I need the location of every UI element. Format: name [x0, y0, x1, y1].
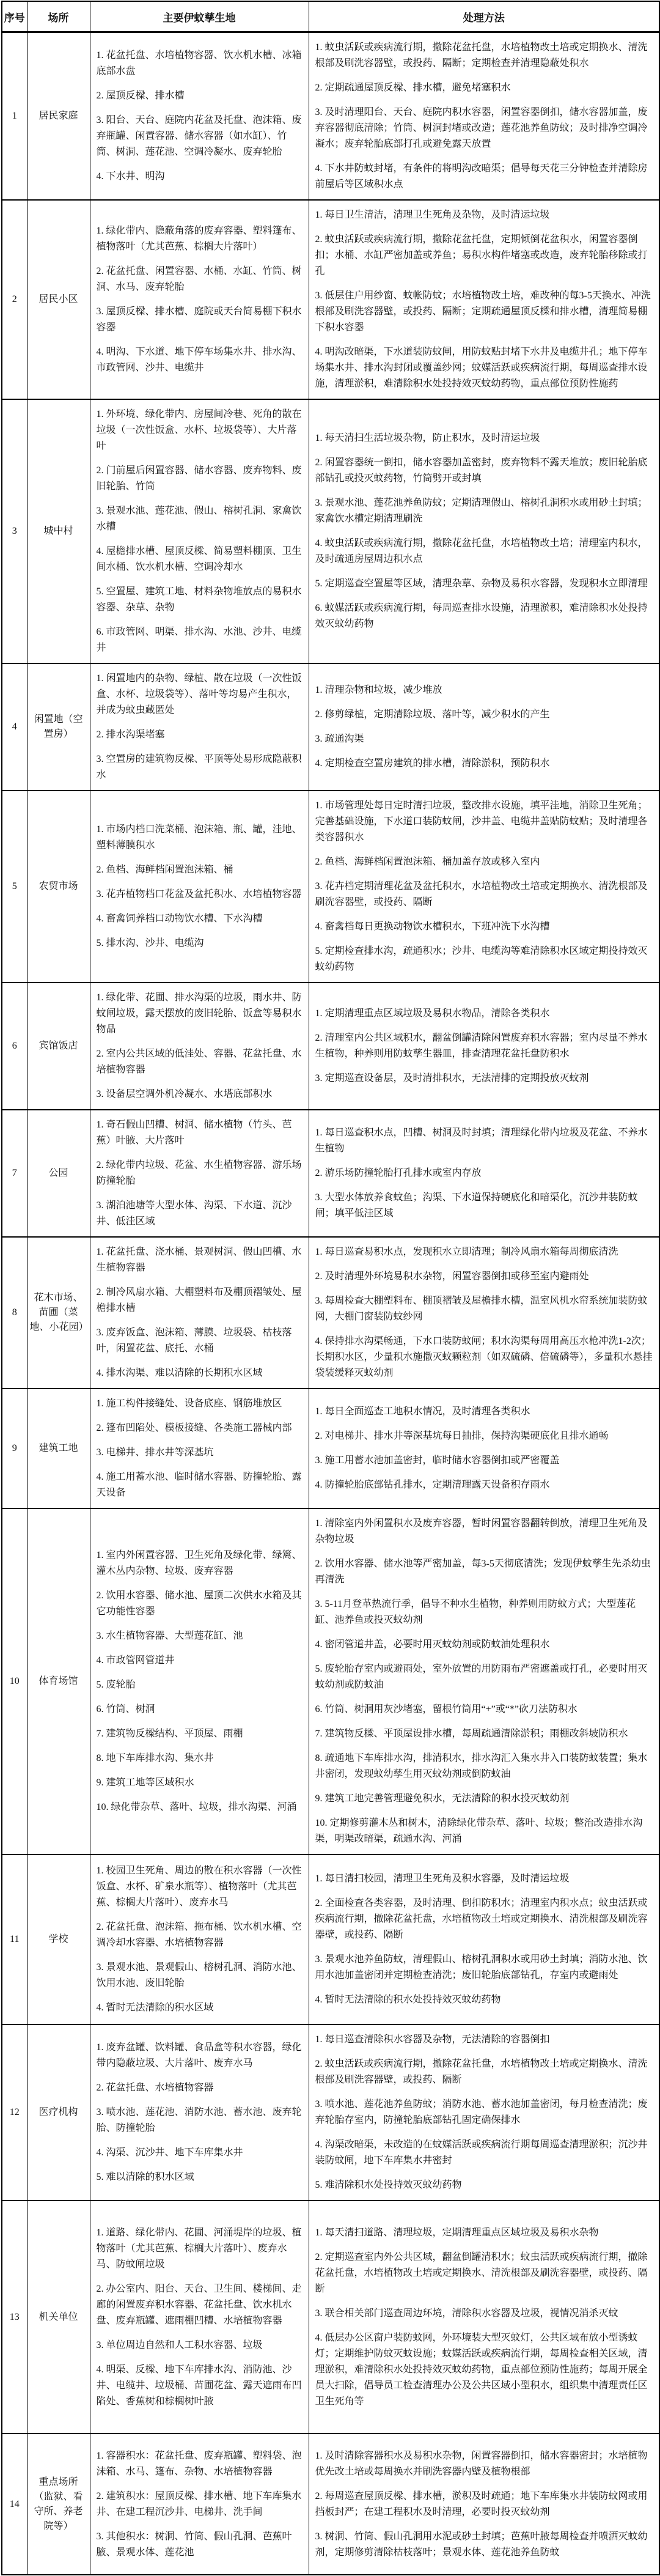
site-cell	[90, 399, 309, 663]
method-item: 4. 沟渠改暗渠，未改造的在蚊媒活跃或疾病流行期每周巡查清理淤积；沉沙井装防蚊闸，地下车库集水井密封	[315, 2139, 648, 2166]
site-cell	[90, 2024, 309, 2201]
method-item: 4. 定期检查空置房建筑的排水槽，清除淤积，预防积水	[315, 758, 550, 769]
site-item: 2. 绿化带内垃圾、花盆、水生植物容器、游乐场防撞轮胎	[96, 1160, 302, 1186]
method-list	[315, 1867, 653, 2012]
row-number: 11	[2, 1854, 27, 2024]
header-row	[2, 1, 659, 32]
site-list	[97, 986, 302, 1107]
method-item: 2. 饮用水容器、储水池等严密加盖，每3-5天彻底清洗；发现伊蚊孳生先杀幼虫再清洗	[315, 1559, 651, 1585]
site-item: 4. 畜禽饲养档口动物饮水槽、下水沟槽	[96, 913, 263, 924]
method-item: 1. 每日巡查清除积水容器及杂物，无法清除的容器倒扣	[315, 2034, 550, 2045]
method-item: 1. 市场管理处每日定时清扫垃圾，整改排水设施，填平洼地，消除卫生死角；完善基础设施，下水道口装防蚊闸，沙井盖、电缆井盖贴防蚊贴；及时清理各类容器积水	[315, 800, 648, 843]
row-number: 1	[2, 32, 27, 201]
site-item: 2. 办公室内、阳台、天台、卫生间、楼梯间、走廊的闲置废弃积水容器、花盆托盘、饮水机水盘、废弃瓶罐、遮雨棚凹槽、水培植物容器	[96, 2283, 302, 2326]
method-item: 1. 每天清扫生活垃圾杂物，防止积水，及时清运垃圾	[315, 433, 540, 443]
site-item: 3. 水生植物容器、大型莲花缸、池	[96, 1631, 243, 1641]
table-row	[2, 1389, 659, 1508]
method-cell	[309, 1854, 659, 2024]
method-item: 5. 定期巡查空置屋等区域，清理杂草、杂物及易积水容器，发现积水立即清理	[315, 578, 648, 589]
site-list	[97, 1113, 302, 1234]
site-item: 1. 外环境、绿化带内、房屋间冷巷、死角的散在垃圾（一次性饭盒、水杯、垃圾袋等）、大片落叶	[96, 409, 302, 451]
site-item: 3. 电梯井、排水井等深基坑	[96, 1447, 214, 1458]
site-item: 2. 室内公共区域的低洼处、容器、花盆托盘、水培植物容器	[96, 1049, 302, 1075]
site-item: 4. 明渠、反樑、地下车库排水沟、消防池、沙井、电缆井、垃圾桶、苗圃花盆、露天遮雨布凹陷处、香蕉树和棕榈树叶腋	[96, 2364, 302, 2407]
row-number: 14	[2, 2434, 27, 2575]
place-name: 农贸市场	[27, 791, 90, 983]
method-item: 2. 蚊虫活跃或疾病流行期，撤除花盆托盘，定期倾倒花盆积水，闲置容器倒扣；水桶、水缸严密加盖或养鱼；易积水构件堵塞或改造，废弃轮胎移除或打孔	[315, 234, 648, 276]
table-row	[2, 2201, 659, 2434]
site-item: 4. 市政管网管道井	[96, 1655, 175, 1666]
site-item: 8. 地下车库排水沟、集水井	[96, 1753, 214, 1763]
header-col-place: 场所	[27, 1, 90, 32]
method-list	[315, 1002, 653, 1091]
place-name: 居民小区	[27, 200, 90, 399]
site-list	[97, 1240, 302, 1386]
site-list	[97, 2035, 302, 2190]
site-item: 3. 空置房的建筑物反樑、平顶等处易形成隐蔽积水	[96, 754, 302, 780]
table-body	[2, 32, 659, 2575]
row-number: 8	[2, 1237, 27, 1389]
method-list	[315, 426, 653, 637]
method-cell	[309, 663, 659, 791]
row-number: 12	[2, 2024, 27, 2201]
site-item: 3. 阳台、天台、庭院内花盆及托盘、泡沫箱、废弃瓶罐、闲置容器、储水容器（如水缸）、竹筒、树洞、莲花池、空调冷凝水、废弃轮胎	[96, 115, 302, 157]
method-list	[315, 2221, 653, 2414]
method-item: 4. 明沟改暗渠，下水道装防蚊闸，用防蚊贴封堵下水井及电缆井孔；地下停车场集水井、排水沟封闭或覆盖纱网；蚊媒活跃或疾病流行期，每周巡查排水设施，清理淤积，难清除积水处投持效灭蚊幼药物，重点部位预防性施药	[315, 347, 648, 389]
method-item: 1. 及时清除容器积水及易积水杂物，闲置容器倒扣，储水容器密封；水培植物优先改土培或每周换水并刷洗容器内壁及植物根部	[315, 2450, 648, 2477]
site-item: 1. 道路、绿化带内、花圃、河涌堤岸的垃圾、植物落叶（尤其芭蕉、棕榈大片落叶）、废弃水马、防蚊闸垃圾	[96, 2227, 302, 2270]
site-item: 6. 竹筒、树洞	[96, 1704, 155, 1714]
row-number: 3	[2, 399, 27, 663]
method-item: 3. 低层住户用纱窗、蚊帐防蚊；水培植物改土培，难改种的每3-5天换水、冲洗根部及刷洗容器壁，或投药、隔断；定期疏通屋顶反樑和排水槽，清理简易棚下积水容器	[315, 290, 651, 333]
site-list	[97, 219, 302, 380]
method-list	[315, 35, 653, 197]
method-item: 1. 每日全面巡查工地积水情况，及时清理各类积水	[315, 1406, 530, 1417]
site-item: 3. 喷水池、莲花池、消防水池、蓄水池、废弃轮胎、防撞轮胎	[96, 2107, 302, 2133]
site-item: 2. 花盆托盘、水培植物容器	[96, 2083, 214, 2093]
site-item: 1. 校园卫生死角、周边的散在积水容器（一次性饭盒、水杯、矿泉水瓶等）、植物落叶（尤其芭蕉、棕榈大片落叶）、废弃水马	[96, 1866, 302, 1908]
table-row	[2, 1237, 659, 1389]
site-item: 3. 单位周边自然和人工积水容器、垃圾	[96, 2339, 263, 2350]
site-cell	[90, 1508, 309, 1854]
place-name: 体育场馆	[27, 1508, 90, 1854]
place-name: 学校	[27, 1854, 90, 2024]
method-item: 2. 闲置容器统一倒扣，储水容器加盖密封，废弃物料不露天堆放；废旧轮胎底部钻孔或投灭蚊药物，竹筒劈开或封填	[315, 457, 648, 484]
site-item: 1. 施工构件接缝处、设备底座、钢筋堆放区	[96, 1398, 282, 1409]
method-cell	[309, 32, 659, 201]
method-cell	[309, 1389, 659, 1508]
site-cell	[90, 1389, 309, 1508]
site-item: 4. 排水沟渠、难以清除的长期积水区域	[96, 1368, 263, 1378]
site-item: 2. 制冷风扇水箱、大棚塑料布及棚顶褶皱处、屋檐排水槽	[96, 1287, 302, 1313]
method-list	[315, 1240, 653, 1386]
site-item: 1. 废弃盆罐、饮料罐、食品盒等积水容器，绿化带内隐蔽垃圾、大片落叶、废弃水马	[96, 2042, 302, 2069]
method-item: 3. 定期巡查设备层，及时清排积水，无法清排的定期投放灭蚊剂	[315, 1073, 589, 1083]
site-cell	[90, 32, 309, 201]
method-item: 4. 保持排水沟渠畅通，下水口装防蚊闸；积水沟渠每周用高压水枪冲洗1-2次；长期积水区，少量积水施撒灭蚊颗粒剂（如双硫磷、倍硫磷等），多量积水悬挂袋装缓释灭蚊幼剂	[315, 1336, 653, 1378]
table-row	[2, 200, 659, 399]
site-cell	[90, 1237, 309, 1389]
method-item: 3. 疏通沟渠	[315, 734, 364, 744]
method-item: 3. 及时清理阳台、天台、庭院内积水容器，闲置容器倒扣，储水容器加盖，废弃容器彻底清除；竹筒、树洞封堵或改造；莲花池养鱼防蚊；及时排净空调冷凝水；废弃轮胎底部打孔或避免露天放置	[315, 107, 648, 149]
site-cell	[90, 983, 309, 1110]
row-number: 5	[2, 791, 27, 983]
site-item: 7. 建筑物反樑结构、平顶屋、雨棚	[96, 1729, 243, 1739]
place-name: 机关单位	[27, 2201, 90, 2434]
method-cell	[309, 983, 659, 1110]
method-item: 4. 下水井防蚊封堵，有条件的将明沟改暗渠；倡导每天花三分钟检查并清除房前屋后等区域积水点	[315, 163, 648, 190]
site-list	[97, 2444, 302, 2565]
method-item: 2. 蚊虫活跃或疾病流行期，撤除花盆托盘，水培植物改土培或定期换水、清洗根部及刷洗容器壁，或投药、隔断	[315, 2059, 648, 2085]
place-name: 居民家庭	[27, 32, 90, 201]
site-item: 4. 暂时无法清除的积水区域	[96, 2002, 214, 2013]
method-cell	[309, 200, 659, 399]
site-cell	[90, 663, 309, 791]
site-item: 5. 废轮胎	[96, 1680, 136, 1690]
site-item: 2. 花盆托盘、泡沫箱、拖布桶、饮水机水槽、空调冷却水容器、水培植物容器	[96, 1922, 302, 1948]
method-item: 4. 防撞轮胎底部钻孔排水，定期清理露天设备积存雨水	[315, 1480, 550, 1490]
place-name: 宾馆饭店	[27, 983, 90, 1110]
method-item: 1. 每日巡查积水点，凹槽、树洞及时封填；清理绿化带内垃圾及花盆、不养水生植物	[315, 1127, 648, 1154]
method-item: 3. 景观水池、莲花池养鱼防蚊；定期清理假山、榕树孔洞积水或用砂土封填；家禽饮水槽定期清理刷洗	[315, 498, 648, 524]
place-name: 公园	[27, 1110, 90, 1237]
site-cell	[90, 791, 309, 983]
row-number: 10	[2, 1508, 27, 1854]
method-item: 1. 蚊虫活跃或疾病流行期，撤除花盆托盘，水培植物改土培或定期换水、清洗根部及刷洗容器壁，或投药、隔断；定期检查并清理隐蔽处积水	[315, 42, 648, 68]
method-item: 2. 修剪绿植，定期清除垃圾、落叶等，减少积水的产生	[315, 709, 550, 720]
site-item: 3. 屋顶反樑、排水槽、庭院或天台简易棚下积水容器	[96, 306, 302, 333]
site-item: 1. 花盆托盘、浇水桶、景观树洞、假山凹槽、水生植物容器	[96, 1247, 302, 1273]
place-name: 花木市场、苗圃（菜地、小花园）	[27, 1237, 90, 1389]
site-item: 2. 篷布凹陷处、模板接缝、各类施工器械内部	[96, 1423, 292, 1433]
method-list	[315, 2444, 653, 2565]
header-col-sites: 主要伊蚊孳生地	[90, 1, 309, 32]
site-item: 3. 花卉植物档口花盆及盆托积水、水培植物容器	[96, 889, 302, 899]
method-item: 2. 游乐场防撞轮胎打孔排水或室内存放	[315, 1168, 482, 1178]
method-item: 2. 每周巡查屋顶反樑、排水槽，淤积及时疏通；地下车库集水井装防蚊网或用挡板封严；在建工程积水及时清理，必要时投灭蚊幼剂	[315, 2490, 648, 2517]
site-item: 4. 施工用蓄水池、临时储水容器、防撞轮胎、露天设备	[96, 1472, 302, 1498]
site-list	[97, 402, 302, 660]
method-list	[315, 1400, 653, 1497]
site-cell	[90, 2201, 309, 2434]
site-item: 1. 花盆托盘、水培植物容器、饮水机水槽、冰箱底部水盘	[96, 50, 302, 76]
site-item: 1. 闲置地内的杂物、绿植、散在垃圾（一次性饭盒、水杯、垃圾袋等）、落叶等均易产生积水，并成为蚊虫藏匿处	[96, 673, 302, 715]
site-item: 1. 绿化带、花圃、排水沟渠的垃圾，雨水井、防蚊闸垃圾，露天摆放的废旧轮胎、饭盒等易积水物品	[96, 992, 302, 1035]
site-item: 4. 沟渠、沉沙井、地下车库集水井	[96, 2147, 243, 2158]
method-item: 1. 每日卫生清洁，清理卫生死角及杂物，及时清运垃圾	[315, 210, 550, 220]
site-item: 9. 建筑工地等区域积水	[96, 1777, 194, 1788]
table-row	[2, 1508, 659, 1854]
header-col-methods: 处理方法	[309, 1, 659, 32]
table-row	[2, 32, 659, 201]
table-row	[2, 663, 659, 791]
site-list	[97, 1392, 302, 1505]
method-item: 1. 清除室内外闲置积水及废弃容器，暂时闲置容器翻转倒放，清理卫生死角及杂物垃圾	[315, 1518, 648, 1544]
method-item: 4. 畜禽档每日更换动物饮水槽积水，下班冲洗下水沟槽	[315, 921, 550, 932]
method-item: 9. 建筑工地完善管理避免积水，无法清除的积水投灭蚊幼剂	[315, 1793, 570, 1804]
site-item: 3. 其他积水：树洞、竹筒、假山孔洞、芭蕉叶腋、景观水体、莲花池	[96, 2531, 292, 2558]
site-cell	[90, 200, 309, 399]
site-item: 3. 设备层空调外机冷凝水、水塔底部积水	[96, 1089, 273, 1099]
method-item: 1. 定期清理重点区域垃圾及易积水物品，清除各类积水	[315, 1008, 550, 1019]
method-item: 1. 每天清扫道路、清理垃圾，定期清理重点区域垃圾及易积水杂物	[315, 2227, 599, 2238]
site-list	[97, 1543, 302, 1820]
site-item: 2. 排水沟渠堵塞	[96, 729, 165, 740]
site-item: 2. 花盆托盘、闲置容器、水桶、水缸、竹筒、树洞、水马、废弃轮胎	[96, 266, 302, 292]
method-item: 1. 每日巡查易积水点，发现积水立即清理；制冷风扇水箱每周彻底清洗	[315, 1247, 618, 1257]
site-item: 5. 排水沟、沙井、电缆沟	[96, 938, 204, 948]
method-item: 4. 低层办公区窗户装防蚊网，外环境装大型灭蚊灯，公共区域布放小型诱蚊灯；定期维护防蚊灭蚊设施；蚊媒活跃或疾病流行期，每周检查相关区域，清理淤积，难清除积水处投持效灭蚊幼药物，重点部位预防性施药；每周开展全员大扫除，倡导员工检查清理办公及公共区域小型积水，组织集中清理责任区卫生死角等	[315, 2332, 648, 2407]
row-number: 2	[2, 200, 27, 399]
site-list	[97, 2221, 302, 2414]
site-list	[97, 666, 302, 788]
method-item: 4. 暂时无法清除的积水处投持效灭蚊幼药物	[315, 1995, 501, 2005]
place-name: 医疗机构	[27, 2024, 90, 2201]
method-list	[315, 1121, 653, 1226]
method-item: 6. 竹筒、树洞用灰沙堵塞，留根竹筒用“+”或“*”砍刀法防积水	[315, 1704, 578, 1714]
method-item: 3. 5-11月登革热流行季，倡导不种水生植物，种养则用防蚊方式；大型莲花缸、池养鱼或投灭蚊幼剂	[315, 1599, 636, 1625]
row-number: 9	[2, 1389, 27, 1508]
method-item: 8. 疏通地下车库排水沟，排清积水，排水沟汇入集水井入口装防蚊装置；集水井密闭，发现蚊幼孳生用灭蚊幼剂或倒防蚊油	[315, 1753, 648, 1779]
method-item: 4. 蚊虫活跃或疾病流行期，撤除花盆托盘，水培植物改土培；清理室内积水，及时疏通房屋周边积水点	[315, 538, 648, 564]
site-list	[97, 43, 302, 189]
method-item: 7. 建筑物反樑、平顶屋设排水槽，每周疏通清除淤积；雨棚改斜坡防积水	[315, 1729, 628, 1739]
method-list	[315, 678, 653, 776]
method-item: 3. 树洞、竹筒、假山孔洞用水泥或砂土封填；芭蕉叶腋每周检查并喷洒灭蚊幼剂，定期修剪清除枯枝落叶；景观水体、莲花池养鱼防蚊	[315, 2531, 648, 2558]
method-cell	[309, 2201, 659, 2434]
site-item: 4. 下水井、明沟	[96, 171, 165, 182]
site-item: 10. 绿化带杂草、落叶、垃圾，排水沟渠、河涌	[96, 1802, 297, 1812]
method-item: 6. 蚊媒活跃或疾病流行期，每周巡查排水设施，清理淤积，难清除积水处投持效灭蚊幼药物	[315, 603, 648, 629]
site-item: 3. 景观水池、景观假山、榕树孔洞、消防水池、饮用水池、废旧轮胎	[96, 1962, 302, 1988]
method-cell	[309, 399, 659, 663]
site-item: 1. 市场内档口洗菜桶、泡沫箱、瓶、罐，洼地、塑料薄膜积水	[96, 824, 302, 851]
method-item: 4. 密闭管道井盖，必要时用灭蚊幼剂或防蚊油处理积水	[315, 1639, 550, 1650]
table-row	[2, 983, 659, 1110]
place-name: 城中村	[27, 399, 90, 663]
site-item: 5. 空置屋、建筑工地、材料杂物堆放点的易积水容器、杂草、杂物	[96, 586, 302, 613]
site-item: 4. 屋檐排水槽、屋顶反樑、简易塑料棚顶、卫生间水桶、饮水机水槽、空调冷却水	[96, 546, 302, 572]
method-item: 10. 定期修剪灌木丛和树木，清除绿化带杂草、落叶、垃圾；整治改造排水沟渠，明渠改暗渠，疏通水沟、河涌	[315, 1818, 643, 1844]
method-item: 1. 清理杂物和垃圾，减少堆放	[315, 685, 442, 695]
method-item: 2. 及时清理外环境易积水杂物，闲置容器倒扣或移至室内避雨处	[315, 1271, 589, 1282]
place-name: 建筑工地	[27, 1389, 90, 1508]
method-list	[315, 203, 653, 396]
site-item: 3. 废弃饭盒、泡沫箱、薄膜、垃圾袋、枯枝落叶，闲置花盆、底托、水桶	[96, 1327, 292, 1354]
header-col-no: 序号	[2, 1, 27, 32]
table-row	[2, 2024, 659, 2201]
site-item: 2. 屋顶反樑、排水槽	[96, 90, 185, 101]
method-list	[315, 1511, 653, 1851]
method-cell	[309, 1237, 659, 1389]
table-row	[2, 791, 659, 983]
site-cell	[90, 1110, 309, 1237]
site-item: 2. 饮用水容器、储水池、屋顶二次供水水箱及其它功能性容器	[96, 1590, 302, 1617]
method-item: 2. 鱼档、海鲜档闲置泡沫箱、桶加盖存放或移入室内	[315, 857, 540, 867]
row-number: 13	[2, 2201, 27, 2434]
site-item: 2. 门前屋后闲置容器、储水容器、废弃物料、废旧轮胎、竹筒	[96, 465, 302, 492]
method-item: 2. 对电梯井、排水井等深基坑每日抽排，保持沟渠硬底化且排水通畅	[315, 1431, 609, 1441]
site-item: 1. 室内外闲置容器、卫生死角及绿化带、绿篱、灌木丛内杂物、垃圾、废弃容器	[96, 1550, 302, 1576]
site-item: 6. 市政管网、明渠、排水沟、水池、沙井、电缆井	[96, 627, 302, 653]
method-item: 3. 景观水池养鱼防蚊，清理假山、榕树孔洞积水或用砂土封填；消防水池、饮用水池加盖密闭并定期检查清洗；废旧轮胎底部钻孔，存室内或避雨处	[315, 1954, 648, 1980]
method-item: 3. 大型水体放养食蚊鱼；沟渠、下水道保持硬底化和暗渠化，沉沙井装防蚊闸；填平低洼区域	[315, 1192, 638, 1219]
method-cell	[309, 791, 659, 983]
method-item: 3. 每周检查大棚塑料布、棚顶褶皱及屋檐排水槽，温室风机水帘系统加装防蚊网，大棚门窗装防蚊纱网	[315, 1296, 648, 1322]
method-item: 1. 每日清扫校园，清理卫生死角及积水容器，及时清运垃圾	[315, 1873, 570, 1884]
site-item: 1. 容器积水：花盆托盘、废弃瓶罐、塑料袋、泡沫箱、水马、篷布、杂物、水培植物容器	[96, 2450, 302, 2477]
method-item: 2. 定期巡查室内外公共区域，翻盆倒罐清积水；蚊虫活跃或疾病流行期，撤除花盆托盘，水培植物改土培或定期换水、清洗根部及刷洗容器壁，或投药、隔断	[315, 2251, 648, 2294]
site-list	[97, 1859, 302, 2020]
method-cell	[309, 2434, 659, 2575]
method-item: 2. 定期疏通屋顶反樑、排水槽，避免堵塞积水	[315, 83, 511, 93]
row-number: 4	[2, 663, 27, 791]
table-row	[2, 1110, 659, 1237]
site-item: 5. 难以清除的积水区域	[96, 2172, 194, 2182]
place-name: 重点场所（监狱、看守所、养老院等）	[27, 2434, 90, 2575]
site-item: 1. 奇石假山凹槽、树洞、储水植物（竹头、芭蕉）叶腋、大片落叶	[96, 1120, 292, 1146]
site-cell	[90, 2434, 309, 2575]
site-item: 2. 鱼档、海鲜档闲置泡沫箱、桶	[96, 865, 233, 875]
table-row	[2, 1854, 659, 2024]
method-cell	[309, 2024, 659, 2201]
method-item: 3. 花卉档定期清理花盆及盆托积水，水培植物改土培或定期换水、清洗根部及刷洗容器壁，或投药、隔断	[315, 881, 648, 907]
site-item: 4. 明沟、下水道、地下停车场集水井、排水沟、市政管网、沙井、电缆井	[96, 347, 302, 373]
place-name: 闲置地（空置房）	[27, 663, 90, 791]
table-row	[2, 2434, 659, 2575]
method-cell	[309, 1508, 659, 1854]
row-number: 7	[2, 1110, 27, 1237]
method-item: 2. 清理室内公共区域积水，翻盆倒罐清除闲置废弃积水容器；室内尽量不养水生植物，种养则用防蚊孳生器皿，排查清理花盆托盘防积水	[315, 1033, 648, 1059]
method-cell	[309, 1110, 659, 1237]
site-cell	[90, 1854, 309, 2024]
site-item: 2. 建筑积水：屋顶反樑、排水槽、地下车库集水井、在建工程沉沙井、电梯井、洗手间	[96, 2490, 302, 2517]
breeding-sites-table	[1, 1, 660, 2575]
method-item: 5. 难清除积水处投持效灭蚊幼药物	[315, 2180, 462, 2190]
method-item: 5. 废轮胎存室内或避雨处，室外放置的用防雨布严密遮盖或打孔，必要时用灭蚊幼剂或防蚊油	[315, 1664, 648, 1690]
site-item: 3. 景观水池、莲花池、假山、榕树孔洞、家禽饮水槽	[96, 506, 302, 532]
site-item: 1. 绿化带内、隐蔽角落的废弃容器、塑料篷布、植物落叶（尤其芭蕉、棕榈大片落叶）	[96, 226, 302, 252]
method-list	[315, 2028, 653, 2198]
method-item: 3. 喷水池、莲花池养鱼防蚊；消防水池、蓄水池加盖密闭，每月检查清洗；废弃轮胎存室内，防撞轮胎底部钻孔固定确保排水	[315, 2099, 648, 2125]
method-item: 2. 全面检查各类容器，及时清理、倒扣防积水；清理室内积水点；蚊虫活跃或疾病流行期，撤除花盆托盘，水培植物改土培或定期换水、清洗根部及刷洗容器壁，或投药、隔断	[315, 1898, 648, 1940]
method-item: 3. 联合相关部门巡查周边环境，清除积水容器及垃圾，视情况消杀灭蚊	[315, 2308, 618, 2319]
table-row	[2, 399, 659, 663]
row-number: 6	[2, 983, 27, 1110]
method-item: 5. 定期检查排水沟，疏通积水；沙井、电缆沟等难清除积水区域定期投持效灭蚊幼药物	[315, 946, 648, 972]
site-item: 3. 湖泊池塘等大型水体、沟渠、下水道、沉沙井、低洼区域	[96, 1200, 292, 1227]
site-list	[97, 817, 302, 956]
method-item: 3. 施工用蓄水池加盖密封，临时储水容器倒扣或严密覆盖	[315, 1455, 560, 1466]
method-list	[315, 794, 653, 980]
